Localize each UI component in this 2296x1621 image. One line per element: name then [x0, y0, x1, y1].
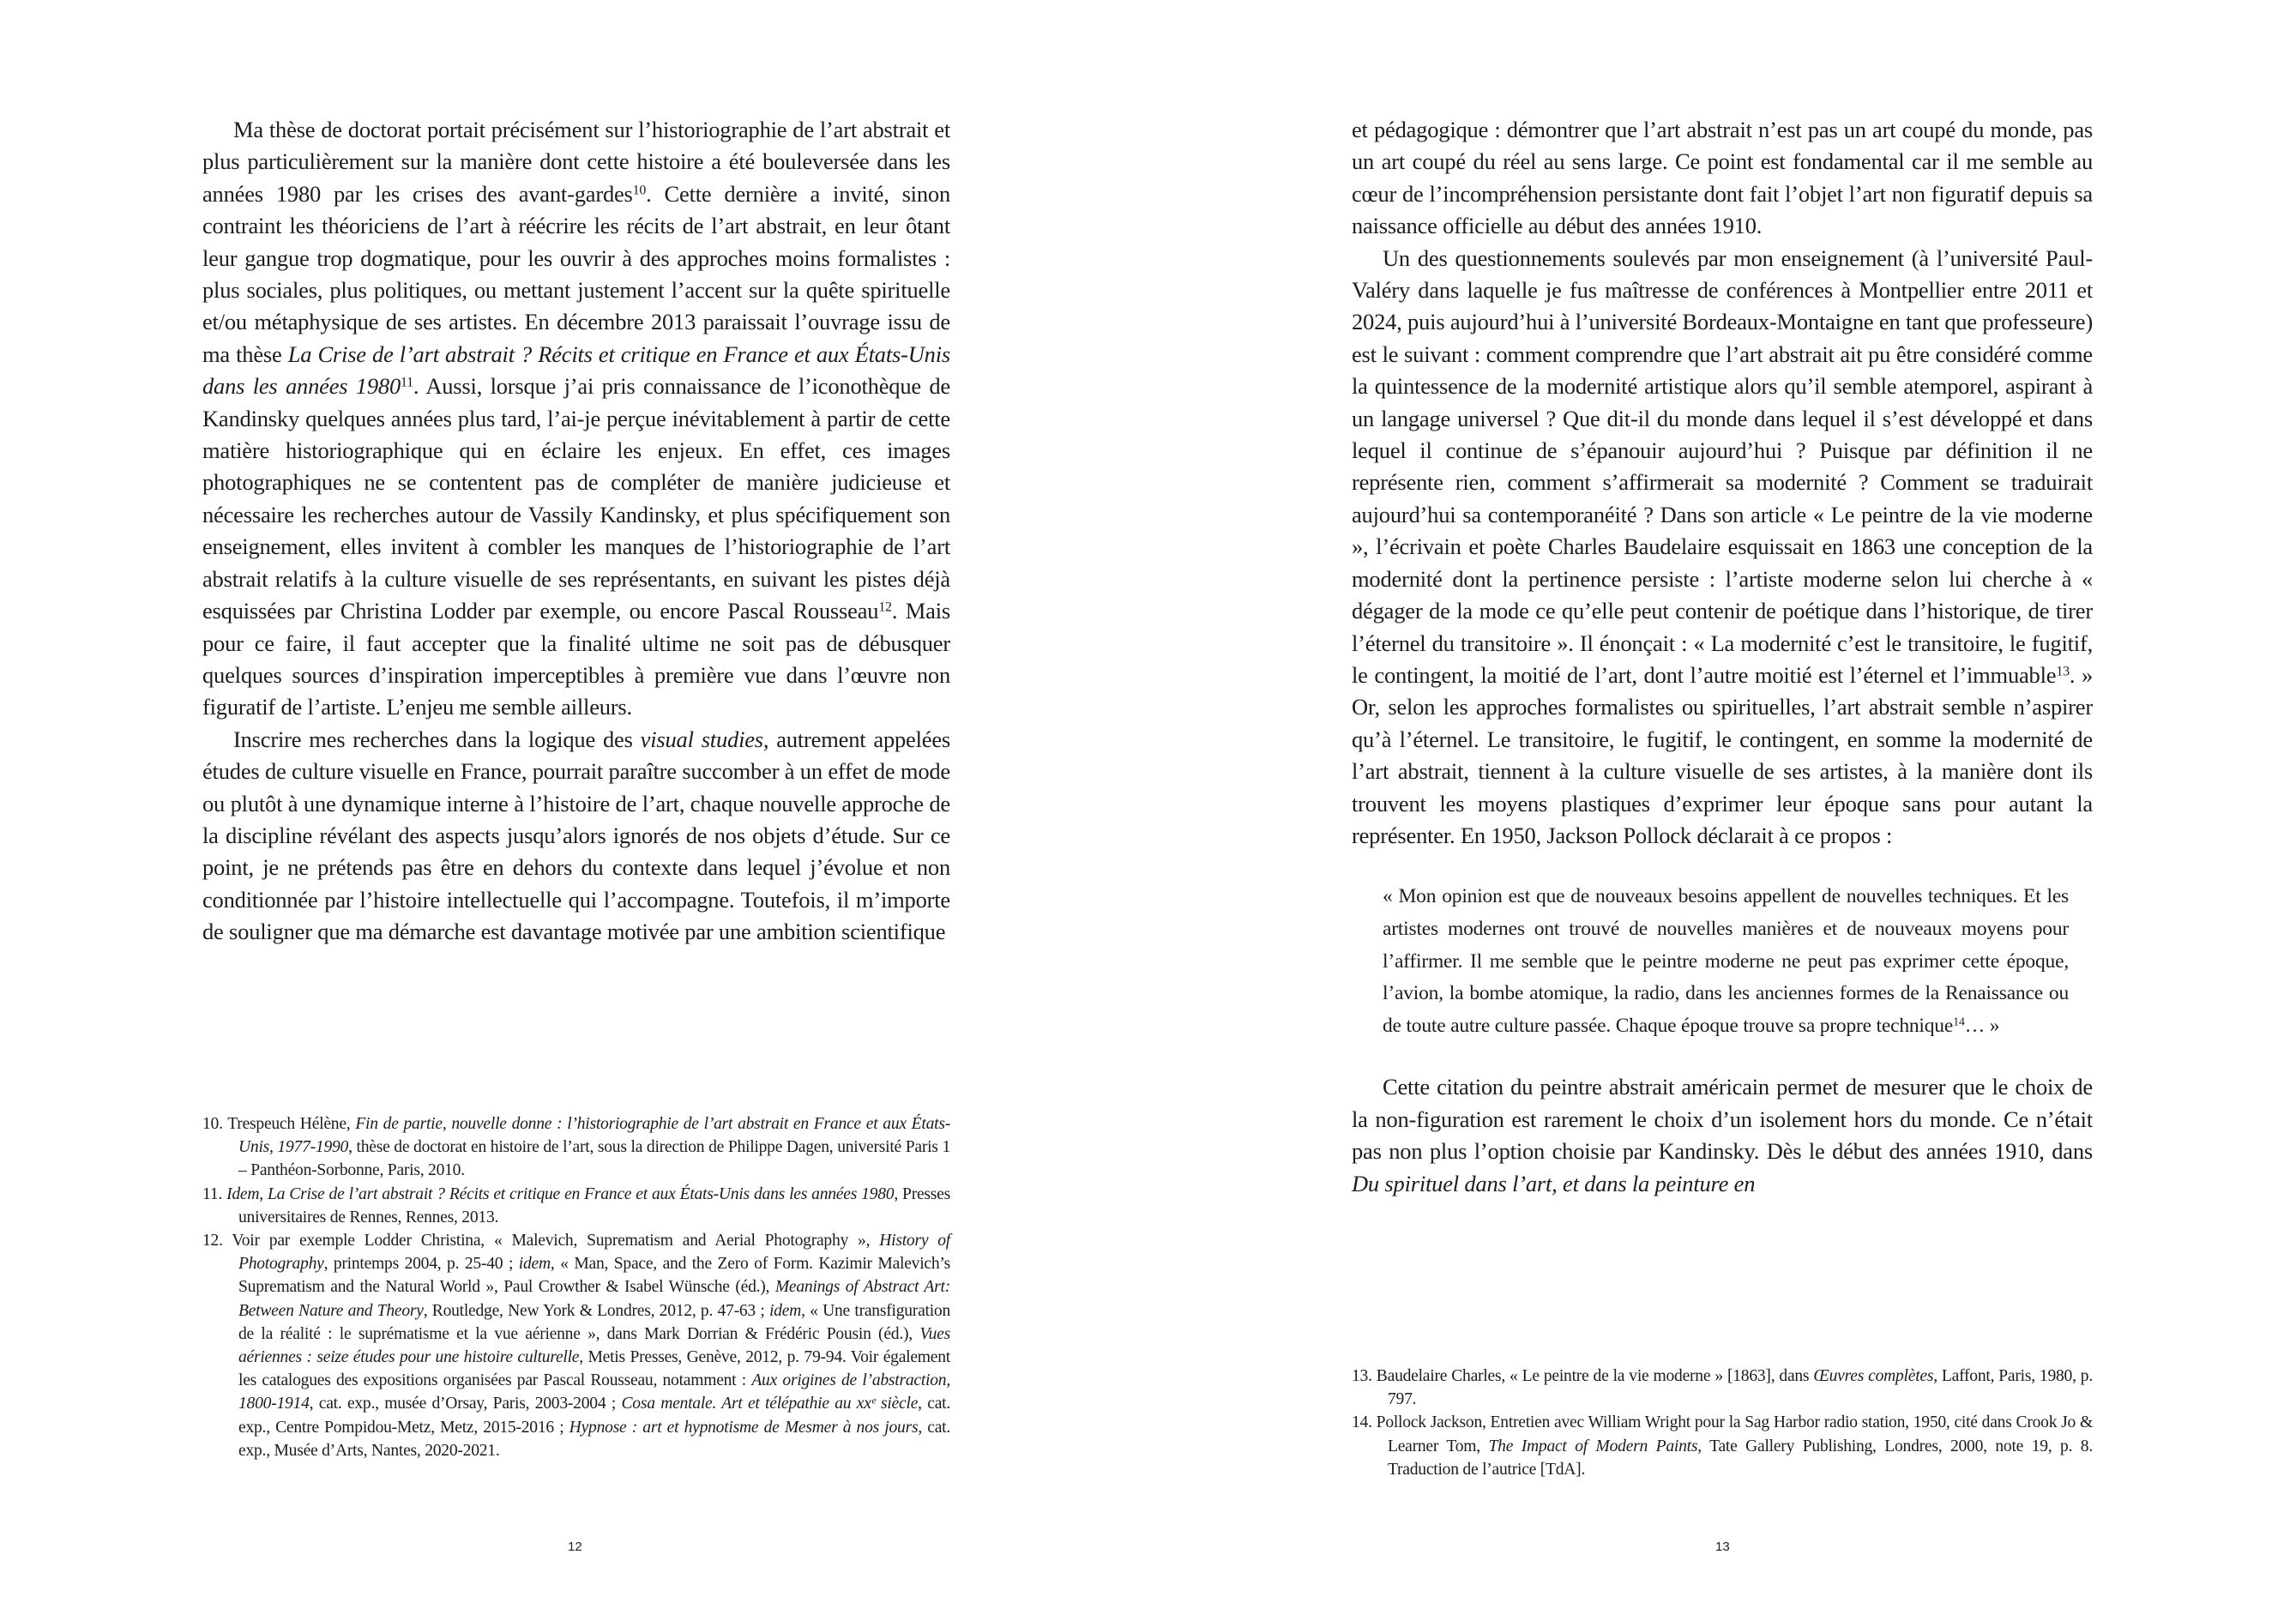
- right-body-text: [1352, 114, 2093, 1200]
- footnote-13: 13. Baudelaire Charles, « Le peintre de la vie moderne » [1863], dans Œuvres complètes, Laffont, Paris, 1980, p. 797.: [1352, 1367, 2093, 1409]
- footnote-reference: 14: [1953, 1014, 1965, 1028]
- footnote-11: 11. Idem, La Crise de l’art abstrait ? Récits et critique en France et aux États-Unis dans les années 1980, Presses universitaires de Rennes, Rennes, 2013.: [202, 1184, 950, 1226]
- italic-text: Idem: [226, 1184, 260, 1203]
- italic-text: Hypnose : art et hypnotisme de Mesmer à nos jours: [569, 1418, 919, 1437]
- italic-text: La Crise de l’art abstrait ? Récits et critique en France et aux États-Unis dans les années 1980: [267, 1184, 895, 1203]
- footnote-number: 10.: [202, 1115, 223, 1133]
- footnote-number: 13.: [1352, 1367, 1372, 1385]
- italic-text: Fin de partie, nouvelle donne : l’historiographie de l’art abstrait en France et aux États-Unis, 1977-1990: [238, 1115, 950, 1157]
- italic-text: idem: [518, 1255, 551, 1274]
- italic-text: Cosa mentale. Art et télépathie au xxᵉ siècle: [621, 1395, 919, 1413]
- italic-text: Aux origines de l’abstraction, 1800-1914: [238, 1371, 950, 1413]
- left-footnotes: [202, 1112, 950, 1462]
- italic-text: idem: [768, 1301, 802, 1320]
- page-number: 13: [1715, 1540, 1730, 1554]
- italic-text: La Crise de l’art abstrait ? Récits et critique en France et aux États-Unis dans les années 1980: [202, 340, 950, 400]
- footnote-reference: 11: [401, 375, 413, 390]
- footnote-number: 11.: [202, 1184, 223, 1203]
- italic-text: visual studies: [640, 726, 763, 752]
- italic-text: Vues aériennes : seize études pour une histoire culturelle: [238, 1324, 950, 1367]
- left-body-text: [202, 114, 950, 949]
- paragraph: Cette citation du peintre abstrait américain permet de mesurer que le choix de la non-figuration est rarement le choix d’un isolement hors du monde. Ce n’était pas non plus l’option choisie par Kandinsky. Dès le début des années 1910, dans Du spirituel dans l’art, et dans la peinture en: [1352, 1074, 2093, 1196]
- paragraph-continued: et pédagogique : démontrer que l’art abstrait n’est pas un art coupé du monde, pas un art coupé du réel au sens large. Ce point est fondamental car il me semble au cœur de l’incompréhension persistante dont fait l’objet l’art non figuratif depuis sa naissance officielle au début des années 1910.: [1352, 117, 2093, 239]
- footnote-number: 14.: [1352, 1413, 1372, 1432]
- right-page: [1148, 0, 2296, 1621]
- footnote-12: 12. Voir par exemple Lodder Christina, « Malevich, Suprematism and Aerial Photography », History of Photography, printemps 2004, p. 25-40 ; idem, « Man, Space, and the Zero of Form. Kazimir Malevich’s Suprematism and the Natural World », Paul Crowther & Isabel Wünsche (éd.), Meanings of Abstract Art: Between Nature and Theory, Routledge, New York & Londres, 2012, p. 47-63 ; idem, « Une transfiguration de la réalité : le suprématisme et la vue aérienne », dans Mark Dorrian & Frédéric Pousin (éd.), Vues aériennes : seize études pour une histoire culturelle, Metis Presses, Genève, 2012, p. 79-94. Voir également les catalogues des expositions organisées par Pascal Rousseau, notamment : Aux origines de l’abstraction, 1800-1914, cat. exp., musée d’Orsay, Paris, 2003-2004 ; Cosa mentale. Art et télépathie au xxᵉ siècle, cat. exp., Centre Pompidou-Metz, Metz, 2015-2016 ; Hypnose : art et hypnotisme de Mesmer à nos jours, cat. exp., Musée d’Arts, Nantes, 2020-2021.: [202, 1232, 950, 1460]
- right-footnotes: [1352, 1365, 2093, 1481]
- paragraph: Ma thèse de doctorat portait précisément sur l’historiographie de l’art abstrait et plus particulièrement sur la manière dont cette histoire a été bouleversée dans les années 1980 par les crises des avant-gardes$^{10}$. Cette dernière a invité, sinon contraint les théoriciens de l’art à réécrire les récits de l’art abstrait, en leur ôtant leur gangue trop dogmatique, pour les ouvrir à des approches moins formalistes : plus sociales, plus politiques, ou mettant justement l’accent sur la quête spirituelle et/ou métaphysique de ses artistes. En décembre 2013 paraissait l’ouvrage issu de ma thèse La Crise de l’art abstrait ? Récits et critique en France et aux États-Unis dans les années 1980$^{11}$. Aussi, lorsque j’ai pris connaissance de l’iconothèque de Kandinsky quelques années plus tard, l’ai-je perçue inévitablement à partir de cette matière historiographique qui en éclaire les enjeux. En effet, ces images photographiques ne se contentent pas de compléter de manière judicieuse et nécessaire les recherches autour de Vassily Kandinsky, et plus spécifiquement son enseignement, elles invitent à combler les manques de l’historiographie de l’art abstrait relatifs à la culture visuelle de ses représentants, en suivant les pistes déjà esquissées par Christina Lodder par exemple, ou encore Pascal Rousseau$^{12}$. Mais pour ce faire, il faut accepter que la finalité ultime ne soit pas de débusquer quelques sources d’inspiration imperceptibles à première vue dans l’œuvre non figuratif de l’artiste. L’enjeu me semble ailleurs.: [202, 117, 950, 720]
- paragraph: Un des questionnements soulevés par mon enseignement (à l’université Paul-Valéry dans laquelle je fus maîtresse de conférences à Montpellier entre 2011 et 2024, puis aujourd’hui à l’université Bordeaux-Montaigne en tant que professeure) est le suivant : comment comprendre que l’art abstrait ait pu être considéré comme la quintessence de la modernité artistique alors qu’il semble atemporel, aspirant à un langage universel ? Que dit-il du monde dans lequel il s’est développé et dans lequel il continue de s’épanouir aujourd’hui ? Puisque par définition il ne représente rien, comment s’affirmerait sa modernité ? Comment se traduirait aujourd’hui sa contemporanéité ? Dans son article « Le peintre de la vie moderne », l’écrivain et poète Charles Baudelaire esquissait en 1863 une conception de la modernité dont la pertinence persiste : l’artiste moderne selon lui cherche à « dégager de la mode ce qu’elle peut contenir de poétique dans l’historique, de tirer l’éternel du transitoire ». Il énonçait : « La modernité c’est le transitoire, le fugitif, le contingent, la moitié de l’art, dont l’autre moitié est l’éternel et l’immuable$^{13}$. » Or, selon les approches formalistes ou spirituelles, l’art abstrait semble n’aspirer qu’à l’éternel. Le transitoire, le fugitif, le contingent, en somme la modernité de l’art abstrait, tiennent à la culture visuelle de ses artistes, à la manière dont ils trouvent les moyens plastiques d’exprimer leur époque sans pour autant la représenter. En 1950, Jackson Pollock déclarait à ce propos :: [1352, 244, 2093, 848]
- italic-text: History of Photography: [238, 1232, 950, 1274]
- page-number: 12: [568, 1540, 582, 1554]
- italic-text: Œuvres complètes: [1813, 1367, 1934, 1385]
- footnote-10: 10. Trespeuch Hélène, Fin de partie, nouvelle donne : l’historiographie de l’art abstrait en France et aux États-Unis, 1977-1990, thèse de doctorat en histoire de l’art, sous la direction de Philippe Dagen, université Paris 1 – Panthéon-Sorbonne, Paris, 2010.: [202, 1115, 951, 1180]
- paragraph: Inscrire mes recherches dans la logique des visual studies, autrement appelées études de culture visuelle en France, pourrait paraître succomber à un effet de mode ou plutôt à une dynamique interne à l’histoire de l’art, chaque nouvelle approche de la discipline révélant des aspects jusqu’alors ignorés de nos objets d’étude. Sur ce point, je ne prétends pas être en dehors du contexte dans lequel j’évolue et non conditionnée par l’histoire intellectuelle qui l’accompagne. Toutefois, il m’importe de souligner que ma démarche est davantage motivée par une ambition scientifique: [202, 726, 950, 945]
- footnote-14: 14. Pollock Jackson, Entretien avec William Wright pour la Sag Harbor radio station, 1950, cité dans Crook Jo & Learner Tom, The Impact of Modern Paints, Tate Gallery Publishing, Londres, 2000, note 19, p. 8. Traduction de l’autrice [TdA].: [1352, 1413, 2093, 1479]
- footnote-reference: 12: [878, 600, 892, 615]
- footnote-reference: 10: [632, 183, 647, 198]
- blockquote: « Mon opinion est que de nouveaux besoins appellent de nouvelles techniques. Et les artistes modernes ont trouvé de nouvelles manières et de nouveaux moyens pour l’affirmer. Il me semble que le peintre moderne ne peut pas exprimer cette époque, l’avion, la bombe atomique, la radio, dans les anciennes formes de la Renaissance ou de toute autre culture passée. Chaque époque trouve sa propre technique$^{14}$… »: [1383, 885, 2069, 1037]
- italic-text: Meanings of Abstract Art: Between Nature and Theory: [238, 1278, 950, 1320]
- italic-text: The Impact of Modern Paints: [1488, 1437, 1698, 1455]
- italic-text: Du spirituel dans l’art, et dans la peinture en: [1352, 1170, 1756, 1196]
- footnote-reference: 13: [2056, 664, 2070, 679]
- footnote-number: 12.: [202, 1232, 223, 1250]
